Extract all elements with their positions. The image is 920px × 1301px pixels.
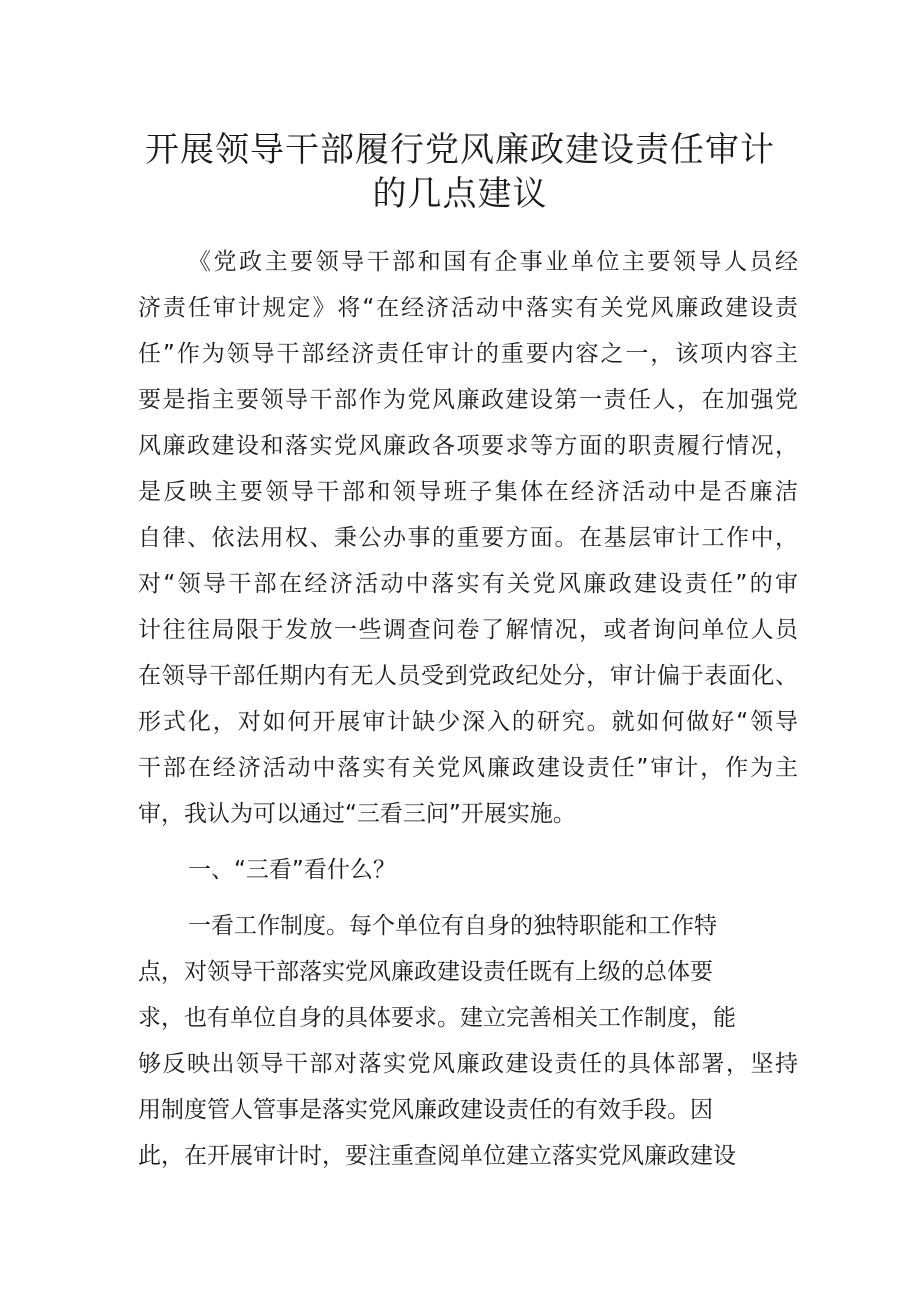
body-line: 干部在经济活动中落实有关党风廉政建设责任”审计，作为主	[138, 755, 798, 781]
body-line: 够反映出领导干部对落实党风廉政建设责任的具体部署，坚持	[138, 1051, 798, 1077]
body-line: 任”作为领导干部经济责任审计的重要内容之一，该项内容主	[138, 341, 798, 367]
body-line: 自律、依法用权、秉公办事的重要方面。在基层审计工作中，	[138, 525, 798, 551]
body-line: 点，对领导干部落实党风廉政建设责任既有上级的总体要	[138, 959, 713, 985]
body-line: 对“领导干部在经济活动中落实有关党风廉政建设责任”的审	[138, 571, 798, 597]
body-line: 在领导干部任期内有无人员受到党政纪处分，审计偏于表面化、	[138, 663, 798, 689]
body-line: 一看工作制度。每个单位有自身的独特职能和工作特	[188, 913, 717, 939]
body-line: 是反映主要领导干部和领导班子集体在经济活动中是否廉洁	[138, 479, 798, 505]
body-line: 《党政主要领导干部和国有企事业单位主要领导人员经	[188, 249, 798, 275]
body-line: 此，在开展审计时，要注重查阅单位建立落实党风廉政建设	[138, 1143, 736, 1169]
body-line: 济责任审计规定》将“在经济活动中落实有关党风廉政建设责	[138, 295, 798, 321]
body-line: 用制度管人管事是落实党风廉政建设责任的有效手段。因	[138, 1097, 713, 1123]
section-heading: 一、“三看”看什么？	[188, 857, 396, 883]
body-line: 风廉政建设和落实党风廉政各项要求等方面的职责履行情况，	[138, 433, 798, 459]
body-line: 求，也有单位自身的具体要求。建立完善相关工作制度，能	[138, 1005, 736, 1031]
document-title-line-1: 开展领导干部履行党风廉政建设责任审计	[145, 130, 775, 170]
document-title-line-2: 的几点建议	[372, 174, 548, 214]
body-line: 计往往局限于发放一些调查问卷了解情况，或者询问单位人员	[138, 617, 798, 643]
body-line: 审，我认为可以通过“三看三问”开展实施。	[138, 801, 576, 827]
body-line: 形式化，对如何开展审计缺少深入的研究。就如何做好“领导	[138, 709, 798, 735]
body-line: 要是指主要领导干部作为党风廉政建设第一责任人，在加强党	[138, 387, 798, 413]
